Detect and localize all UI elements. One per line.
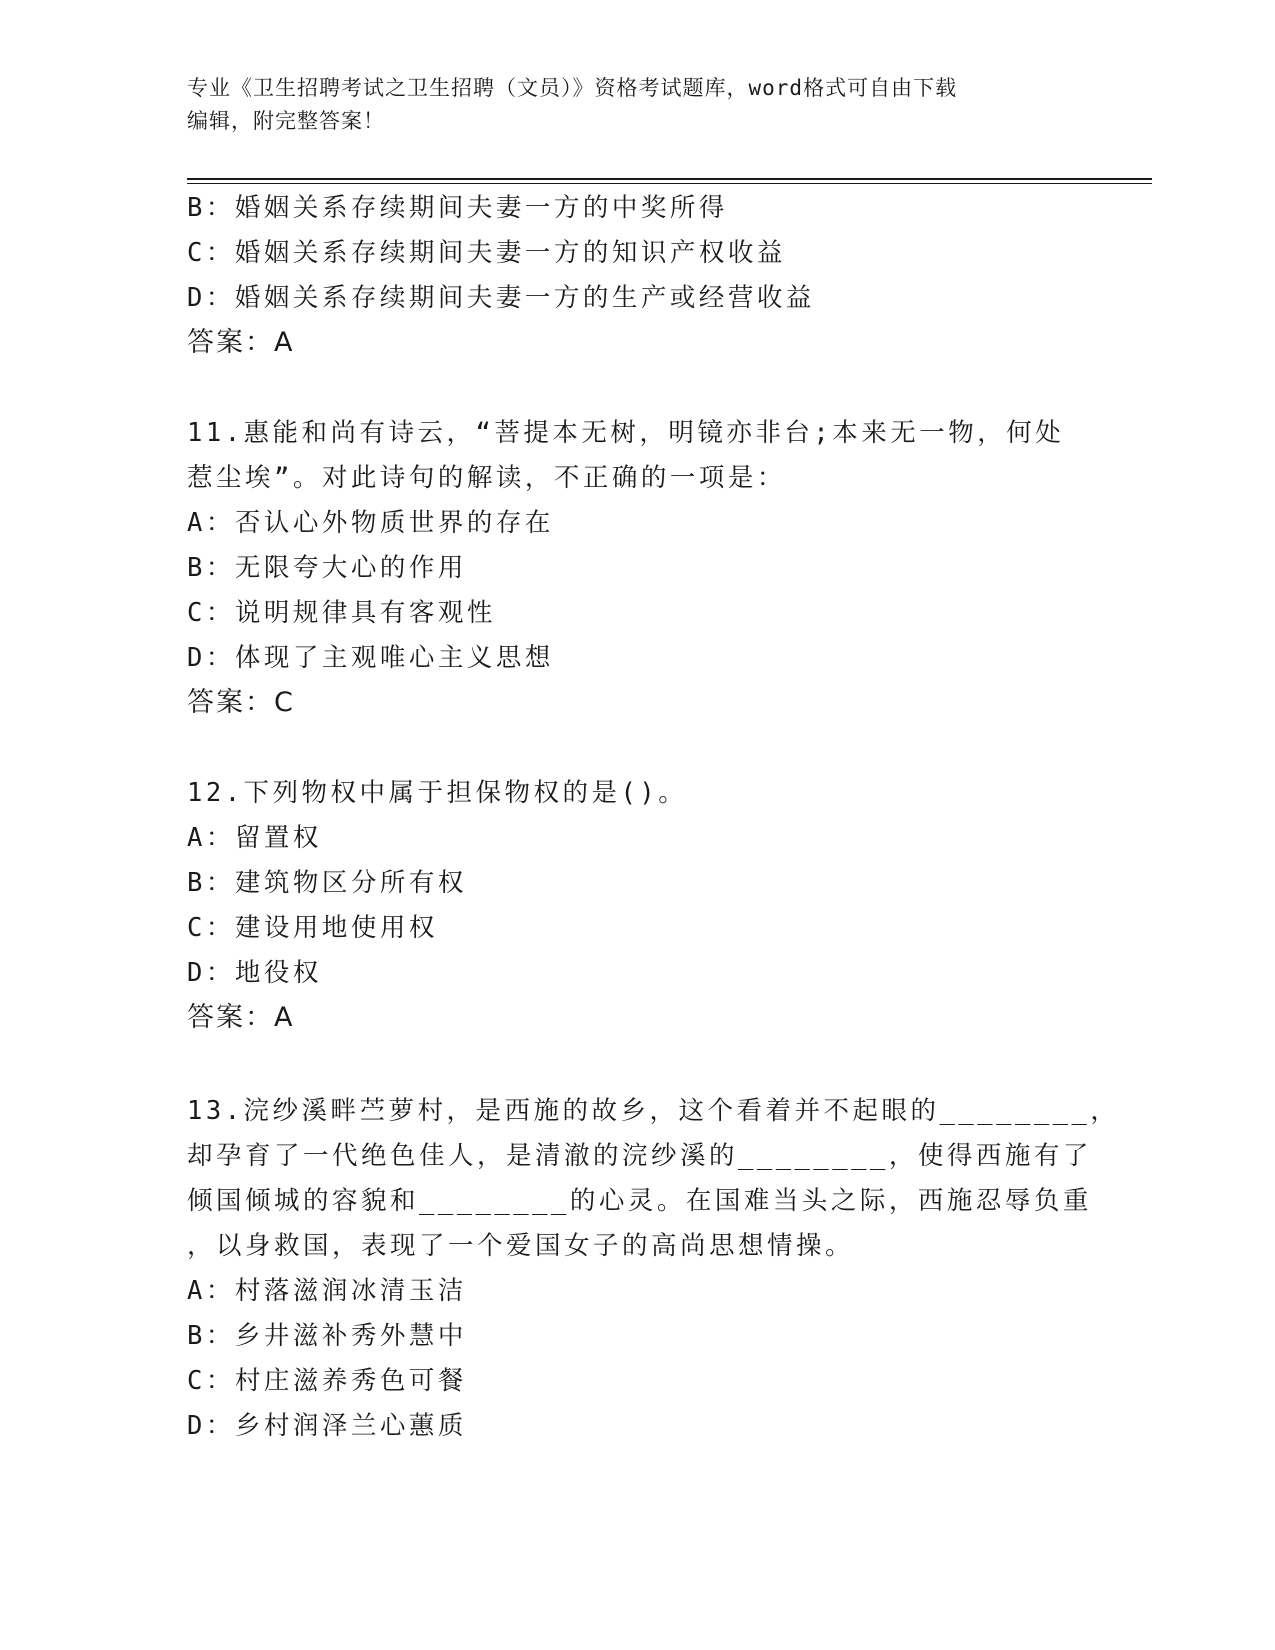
header-line-2: 编辑，附完整答案！	[187, 109, 385, 133]
q11-answer: 答案：C	[187, 687, 295, 718]
q11-stem-line-1: 11.惠能和尚有诗云，“菩提本无树，明镜亦非台;本来无一物，何处	[187, 418, 1065, 448]
q13-option-c: C：村庄滋养秀色可餐	[187, 1366, 467, 1396]
q10-option-d: D：婚姻关系存续期间夫妻一方的生产或经营收益	[187, 283, 815, 313]
q11-option-a: A：否认心外物质世界的存在	[187, 508, 554, 538]
document-header	[187, 72, 1077, 138]
q13-stem-line-3: 倾国倾城的容貌和________的心灵。在国难当头之际，西施忍辱负重	[187, 1186, 1092, 1216]
q12-stem-line-1: 12.下列物权中属于担保物权的是()。	[187, 778, 688, 808]
q13-option-d: D：乡村润泽兰心蕙质	[187, 1411, 467, 1441]
q12-answer: 答案：A	[187, 1002, 295, 1033]
q12-option-c: C：建设用地使用权	[187, 913, 438, 943]
q11-option-c: C：说明规律具有客观性	[187, 598, 496, 628]
q12-option-d: D：地役权	[187, 958, 322, 988]
q11-option-d: D：体现了主观唯心主义思想	[187, 643, 554, 673]
header-line-1: 专业《卫生招聘考试之卫生招聘（文员）》资格考试题库，word格式可自由下载	[187, 76, 958, 100]
q13-stem-line-2: 却孕育了一代绝色佳人，是清澈的浣纱溪的________，使得西施有了	[187, 1141, 1092, 1171]
q11-option-b: B：无限夸大心的作用	[187, 553, 467, 583]
q13-option-b: B：乡井滋补秀外慧中	[187, 1321, 467, 1351]
q10-option-b: B：婚姻关系存续期间夫妻一方的中奖所得	[187, 193, 728, 223]
q12-option-b: B：建筑物区分所有权	[187, 868, 467, 898]
q13-stem-line-4: ，以身救国，表现了一个爱国女子的高尚思想情操。	[187, 1231, 855, 1261]
q13-option-a: A：村落滋润冰清玉洁	[187, 1276, 467, 1306]
q13-stem-line-1: 13.浣纱溪畔苎萝村，是西施的故乡，这个看着并不起眼的________，	[187, 1096, 1120, 1126]
q10-option-c: C：婚姻关系存续期间夫妻一方的知识产权收益	[187, 238, 786, 268]
q11-stem-line-2: 惹尘埃”。对此诗句的解读，不正确的一项是：	[187, 463, 786, 493]
q12-option-a: A：留置权	[187, 823, 322, 853]
q10-answer: 答案：A	[187, 327, 295, 358]
header-divider-thin	[187, 183, 1152, 184]
header-divider-thick	[187, 178, 1152, 180]
